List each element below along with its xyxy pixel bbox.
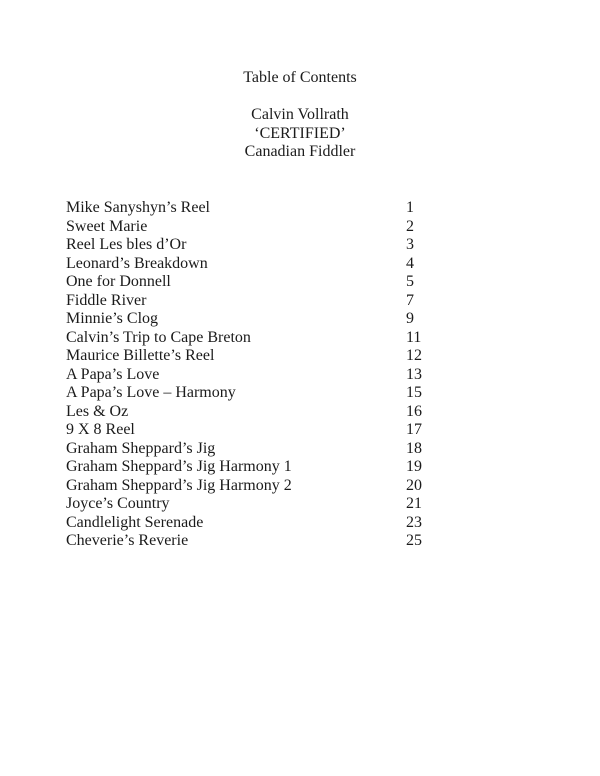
toc-entry-title: Minnie’s Clog <box>66 310 159 327</box>
author-tagline: Canadian Fiddler <box>244 143 356 160</box>
toc-entry-page: 25 <box>406 532 422 549</box>
toc-row <box>66 532 546 551</box>
toc-entry-title: Les & Oz <box>66 402 129 420</box>
toc-list <box>66 199 546 551</box>
toc-row <box>66 218 546 237</box>
toc-row <box>66 403 546 422</box>
album-title: ‘CERTIFIED’ <box>254 124 346 142</box>
toc-entry-page: 9 <box>406 310 414 327</box>
toc-row <box>66 255 546 274</box>
toc-row <box>66 458 546 477</box>
toc-entry-page: 21 <box>406 495 422 512</box>
toc-row <box>66 199 546 218</box>
header-spacer <box>0 88 600 107</box>
toc-entry-title: Graham Sheppard’s Jig Harmony 2 <box>66 476 292 494</box>
toc-row <box>66 329 546 348</box>
toc-entry-title: A Papa’s Love <box>66 365 160 383</box>
toc-row <box>66 236 546 255</box>
toc-entry-page: 12 <box>406 347 422 364</box>
toc-entry-page: 7 <box>406 291 414 309</box>
toc-entry-page: 15 <box>406 384 422 401</box>
toc-row <box>66 292 546 311</box>
toc-entry-title: Calvin’s Trip to Cape Breton <box>66 328 251 346</box>
toc-entry-page: 18 <box>406 439 422 457</box>
toc-entry-title: 9 X 8 Reel <box>66 421 135 438</box>
toc-entry-title: One for Donnell <box>66 273 171 290</box>
toc-entry-title: Candlelight Serenade <box>66 513 204 531</box>
toc-row <box>66 495 546 514</box>
toc-entry-title: Reel Les bles d’Or <box>66 236 187 253</box>
document-header <box>0 69 600 162</box>
toc-entry-page: 11 <box>406 328 422 346</box>
toc-entry-page: 5 <box>406 273 414 290</box>
toc-row <box>66 366 546 385</box>
toc-entry-title: Graham Sheppard’s Jig <box>66 439 216 457</box>
page-title: Table of Contents <box>243 69 357 86</box>
toc-entry-title: Leonard’s Breakdown <box>66 254 208 272</box>
toc-row <box>66 384 546 403</box>
toc-entry-page: 1 <box>406 199 414 216</box>
toc-entry-title: Maurice Billette’s Reel <box>66 347 215 364</box>
toc-row <box>66 310 546 329</box>
toc-row <box>66 347 546 366</box>
toc-entry-page: 2 <box>406 217 414 235</box>
toc-entry-page: 20 <box>406 476 422 494</box>
toc-entry-title: Cheverie’s Reverie <box>66 532 189 549</box>
toc-entry-page: 16 <box>406 402 422 420</box>
toc-row <box>66 440 546 459</box>
author-name: Calvin Vollrath <box>251 106 349 123</box>
toc-entry-page: 17 <box>406 421 422 438</box>
toc-row <box>66 421 546 440</box>
toc-entry-title: Mike Sanyshyn’s Reel <box>66 199 210 216</box>
toc-entry-page: 13 <box>406 365 422 383</box>
toc-entry-title: A Papa’s Love – Harmony <box>66 384 236 401</box>
toc-entry-page: 3 <box>406 236 414 253</box>
toc-entry-title: Graham Sheppard’s Jig Harmony 1 <box>66 458 292 475</box>
toc-row <box>66 477 546 496</box>
toc-entry-title: Joyce’s Country <box>66 495 170 512</box>
toc-entry-page: 19 <box>406 458 422 475</box>
toc-entry-title: Fiddle River <box>66 291 147 309</box>
toc-entry-title: Sweet Marie <box>66 217 148 235</box>
toc-entry-page: 23 <box>406 513 422 531</box>
toc-row <box>66 514 546 533</box>
toc-row <box>66 273 546 292</box>
toc-entry-page: 4 <box>406 254 414 272</box>
